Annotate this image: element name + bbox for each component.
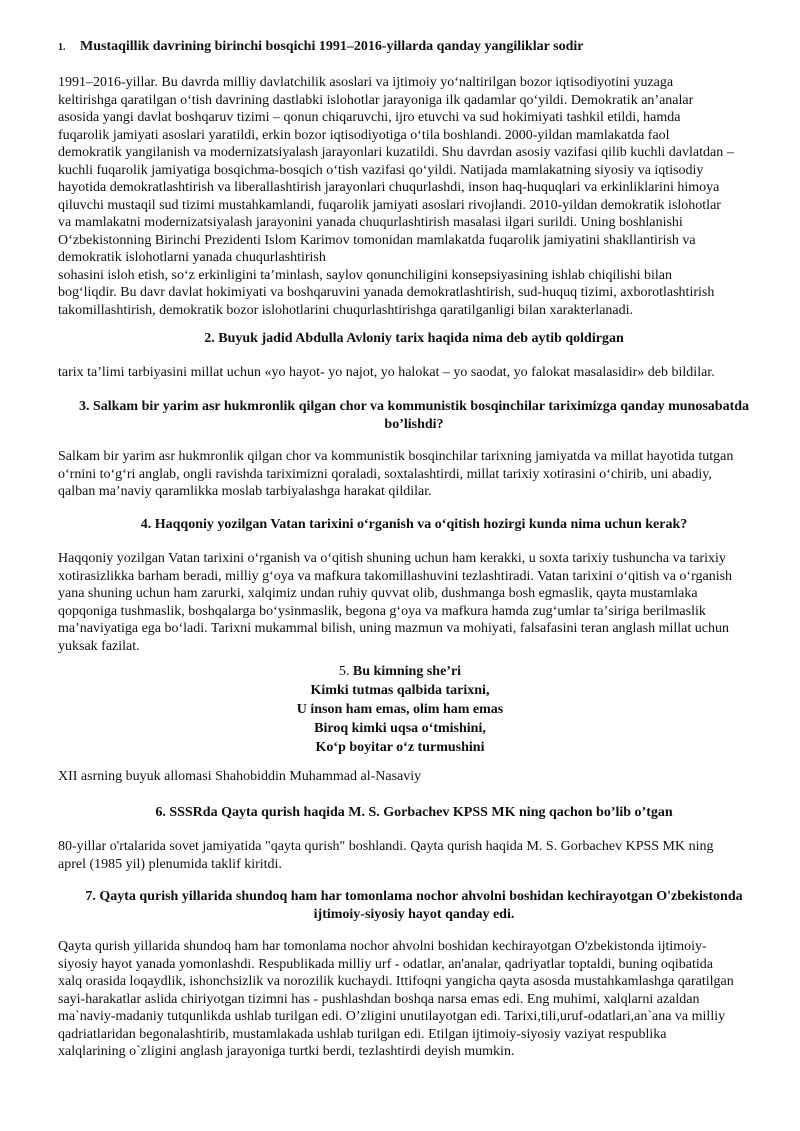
q1-answer	[58, 74, 770, 319]
q2-heading: 2. Buyuk jadid Abdulla Avloniy tarix haqida nima deb aytib qoldirgan	[204, 331, 624, 346]
q5-number: 5.	[338, 664, 350, 679]
q5-title: Bu kimning she’ri	[352, 664, 462, 679]
q6-line: 80-yillar o'rtalarida sovet jamiyatida "qayta qurish" boshlandi. Qayta qurish haqida M. S. Gorbachev KPSS MK ning	[58, 839, 714, 854]
q6-line: aprel (1985 yil) plenumida taklif kiritdi.	[58, 856, 282, 872]
q7-line: ma`naviy-madaniy tutqunlikda ushlab turilgan edi. O’zligini unutilayotgan edi. Tarixi,tili,uruf-odatlari,an`ana va milliy	[58, 1009, 726, 1024]
q1-line: kuchli fuqarolik jamiyatiga bosqichma-bosqich oʻtish vazifasi qoʻyildi. Natijada mamlakatning siyosiy va iqtisodiy	[58, 162, 704, 178]
q1-line: demokratik yangilanish va modernizatsiyalash jarayonlari kuzatildi. Shu davrdan asosiy vazifasi qilib kuchli davlatdan –	[58, 145, 734, 160]
q4-line: yuksak fazilat.	[58, 638, 140, 654]
q6-answer	[58, 838, 770, 873]
q7-line: Qayta qurish yillarida shundoq ham har tomonlama nochor ahvolni boshidan kechirayotgan O'zbekistonda ijtimoiy-	[58, 939, 707, 954]
q1-line: demokratik islohotlarni yanada chuqurlashtirish	[58, 250, 326, 265]
q7-line: xalqlarining o`zligini anglash jarayoniga turtki berdi, tezlashtirdi deyish mumkin.	[58, 1044, 515, 1059]
q5-poem	[0, 662, 800, 757]
q1-line: 1991–2016-yillar. Bu davrda milliy davlatchilik asoslari va ijtimoiy yoʻnaltirilgan bozor iqtisodiyotini yuzaga	[58, 75, 674, 90]
q1-line: Oʻzbekistonning Birinchi Prezidenti Islom Karimov tomonidan mamlakatda fuqarolik jamiyatini shakllantirish va	[58, 232, 696, 248]
q7-line: sayi-harakatlar aslida chiriyotgan tizimni has - pushlashdan boshqa narsa emas edi. Eng muhimi, xalqlarni azaldan	[58, 991, 700, 1007]
q1-line: takomillashtirish, demokratik bozor islohotlarini chuqurlashtirishga qaratilganligi bilan xarakterlanadi.	[58, 302, 634, 318]
q1-line: va mamlakatni modernizatsiyalash jarayonini yanada chuqurlashtirish masalasi ilgari surildi. Uning boshlanishi	[58, 215, 683, 230]
q1-heading	[58, 38, 770, 57]
q5-verse-line: Koʻp boyitar oʻz turmushini	[315, 740, 485, 755]
q7-title-line2: ijtimoiy-siyosiy hayot qanday edi.	[313, 906, 515, 922]
q7-line: qadriatlaridan begonalashtirib, mustamlakada ushlab turilgan edi. Etilgan ijtimoiy-siyosiy vaziyat respublika	[58, 1026, 667, 1042]
q4-line: Haqqoniy yozilgan Vatan tarixini oʻrganish va oʻqitish shuning uchun ham kerakki, u soxta tarixiy tushuncha va tarixiy	[58, 551, 726, 566]
q5-answer: XII asrning buyuk allomasi Shahobiddin Muhammad al-Nasaviy	[58, 769, 422, 784]
q4-answer	[58, 550, 770, 655]
q1-line: fuqarolik jamiyati asoslari yaratildi, erkin bozor iqtisodiyotiga oʻtila boshlandi. 2000-yildan mamlakatda faol	[58, 127, 670, 143]
q1-title: Mustaqillik davrining birinchi bosqichi 1991–2016-yillarda qanday yangiliklar sodir	[80, 39, 584, 54]
q3-heading	[58, 398, 770, 433]
q4-line: maʼnaviyatiga ega boʻladi. Tarixni mukammal bilish, uning mazmun va mohiyati, falsafasini teran anglash millat uchun	[58, 621, 729, 636]
q7-title-line1: 7. Qayta qurish yillarida shundoq ham har tomonlama nochor ahvolni boshidan kechirayotgan O'zbekistonda	[85, 889, 743, 904]
q1-number: 1.	[58, 42, 66, 53]
q3-answer	[58, 448, 770, 501]
q1-line: asosida yangi davlat boshqaruv tizimi – qonun chiqaruvchi, ijro etuvchi va sud hokimiyati tashkil etildi, hamda	[58, 110, 681, 125]
q7-line: xalq orasida loqaydlik, ishonchsizlik va norozilik kuchaydi. Ittifoqni yangicha qayta asosda mustahkamlashga qaratilgan	[58, 974, 734, 989]
q4-line: yana shuning uchun ham zarurki, xalqimiz undan ruhiy quvvat olib, dushmanga bosh egmaslik, qayta mustamlaka	[58, 586, 698, 601]
q1-line: hayotida demokratlashtirish va liberallashtirish jarayonlari chuqurlashdi, inson haq-huquqlari va erkinliklarini himoya	[58, 180, 720, 195]
q3-title-line1: 3. Salkam bir yarim asr hukmronlik qilgan chor va kommunistik bosqinchilar tariximizga qanday munosabatda	[78, 399, 750, 414]
q5-verse-line: U inson ham emas, olim ham emas	[296, 702, 504, 717]
q1-line: qiluvchi mustaqil sud tizimi mustahkamlandi, fuqarolik jamiyati asoslari rivojlandi. 2010-yildan demokratik islohotlar	[58, 197, 721, 213]
q4-heading: 4. Haqqoniy yozilgan Vatan tarixini oʻrganish va oʻqitish hozirgi kunda nima uchun kerak?	[140, 517, 688, 532]
q7-answer	[58, 938, 770, 1061]
q4-line: qopqoniga tushmaslik, boshqalarga boʻysinmaslik, begona gʻoya va mafkura hamda zugʻumlar taʼsiriga berilmaslik	[58, 603, 706, 619]
q3-line: Salkam bir yarim asr hukmronlik qilgan chor va kommunistik bosqinchilar tarixning jamiyatda va millat hayotida tutgan	[58, 449, 734, 464]
q3-title-line2: bo’lishdi?	[384, 416, 444, 432]
q1-line: bogʻliqdir. Bu davr davlat hokimiyati va boshqaruvini yanada demokratlashtirish, sud-huquq tizimi, axborotlashtirish	[58, 285, 715, 300]
q5-verse-line: Kimki tutmas qalbida tarixni,	[310, 683, 490, 698]
q5-heading	[0, 662, 800, 681]
q1-line: sohasini isloh etish, soʻz erkinligini taʼminlash, saylov qonunchiligini konsepsiyasining ishlab chiqilishi bilan	[58, 267, 673, 283]
q7-line: siyosiy hayot yanada yomonlashdi. Respublikada milliy urf - odatlar, an'analar, qadriyatlar toptaldi, buning oqibatida	[58, 956, 713, 972]
q3-line: qalban maʼnaviy qaramlikka moslab tarbiyalashga harakat qildilar.	[58, 484, 432, 499]
q7-heading	[58, 888, 770, 923]
q3-line: oʻrnini toʻgʻri anglab, ongli ravishda tariximizni qoraladi, soxtalashtirdi, millat tarixiy xotirasini oʻchirib, uni abadiy,	[58, 466, 712, 482]
q5-verse-line: Biroq kimki uqsa oʻtmishini,	[314, 721, 486, 736]
q4-line: xotirasizlikka barham beradi, milliy gʻoya va mafkura takomillashuvini tezlashtiradi. Vatan tarixini oʻqitish va oʻrganish	[58, 568, 733, 584]
q6-heading: 6. SSSRda Qayta qurish haqida M. S. Gorbachev KPSS MK ning qachon bo’lib o’tgan	[155, 805, 673, 820]
q2-answer: tarix ta’limi tarbiyasini millat uchun «yo hayot- yo najot, yo halokat – yo saodat, yo falokat masalasidir» deb bildilar.	[58, 365, 715, 380]
q1-line: keltirishga qaratilgan oʻtish davrining dastlabki islohotlar jarayoniga ilk qadamlar qoʻyildi. Demokratik anʼanalar	[58, 92, 694, 108]
